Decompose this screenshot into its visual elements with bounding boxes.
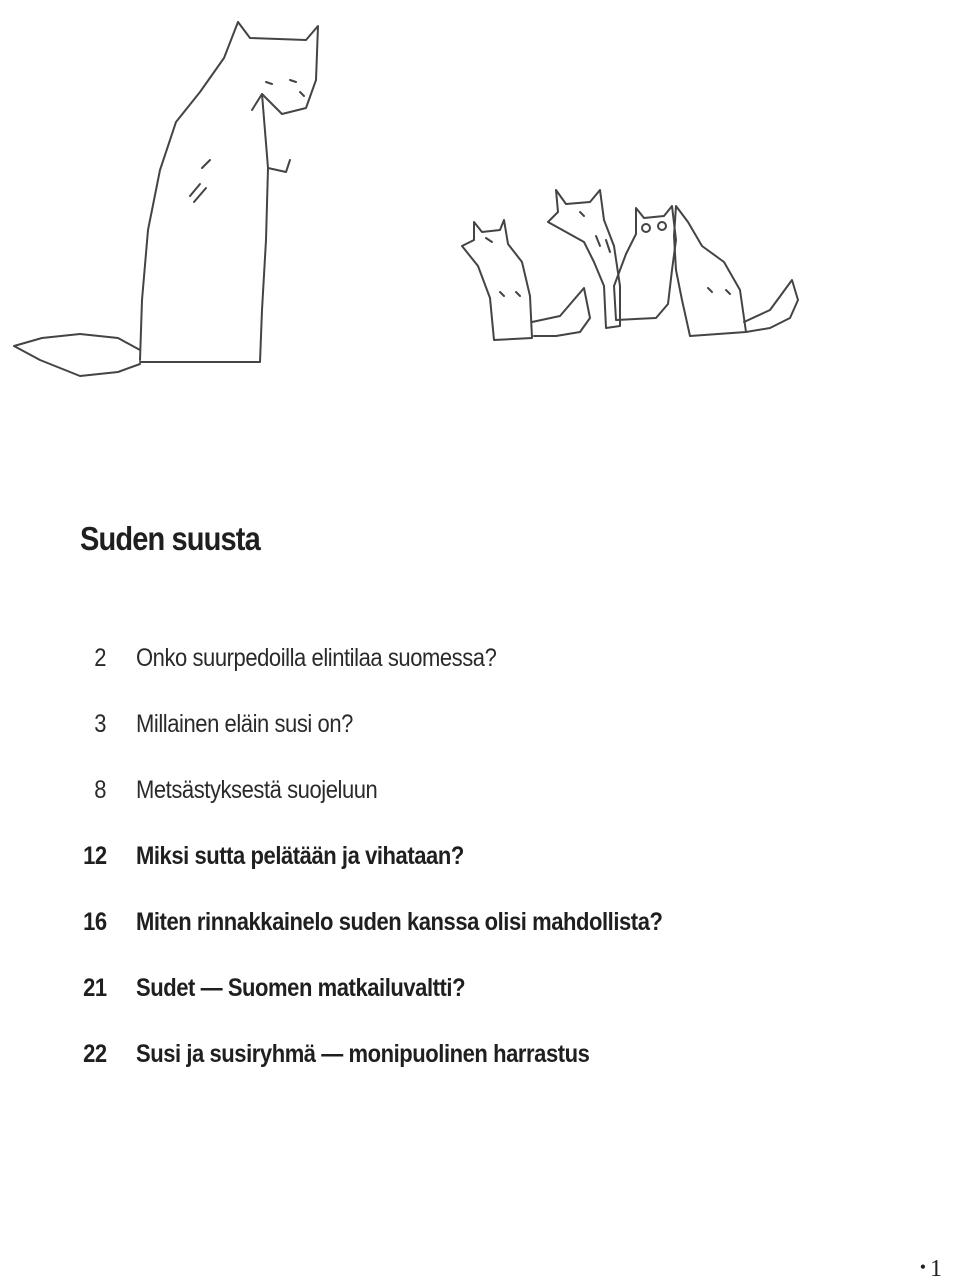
toc-page-number: 3	[94, 710, 106, 738]
page-number-footer	[920, 1256, 942, 1283]
wolf-sketch-icon	[0, 0, 960, 400]
toc-page-number: 16	[83, 908, 107, 936]
toc-row[interactable]	[80, 973, 880, 1039]
toc-row[interactable]	[80, 775, 880, 841]
page-number: 1	[930, 1256, 942, 1282]
toc-row[interactable]	[80, 643, 880, 709]
toc-entry-title: Metsästyksestä suojeluun	[136, 776, 378, 804]
page-title: Suden suusta	[80, 520, 260, 557]
small-wolf-3-drawing	[614, 206, 676, 320]
wolf-illustration	[0, 0, 960, 400]
toc-page-number: 12	[83, 842, 107, 870]
small-wolf-2-drawing	[548, 190, 620, 328]
toc-row[interactable]	[80, 907, 880, 973]
toc-page-number: 2	[94, 644, 106, 672]
small-wolf-1-drawing	[462, 220, 590, 340]
toc-entry-title: Onko suurpedoilla elintilaa suomessa?	[136, 644, 497, 672]
toc-row[interactable]	[80, 841, 880, 907]
toc-row[interactable]	[80, 1039, 880, 1105]
toc-page-number: 8	[94, 776, 106, 804]
table-of-contents	[80, 643, 880, 1105]
small-wolf-4-drawing	[674, 206, 798, 336]
toc-entry-title: Miten rinnakkainelo suden kanssa olisi mahdollista?	[136, 908, 663, 936]
toc-entry-title: Susi ja susiryhmä — monipuolinen harrastus	[136, 1040, 590, 1068]
toc-entry-title: Miksi sutta pelätään ja vihataan?	[136, 842, 464, 870]
big-wolf-drawing	[14, 22, 318, 376]
toc-entry-title: Millainen eläin susi on?	[136, 710, 353, 738]
bullet-icon: •	[919, 1257, 926, 1277]
toc-page-number: 22	[83, 1040, 107, 1068]
toc-page-number: 21	[83, 974, 107, 1002]
toc-entry-title: Sudet — Suomen matkailuvaltti?	[136, 974, 466, 1002]
toc-row[interactable]	[80, 709, 880, 775]
